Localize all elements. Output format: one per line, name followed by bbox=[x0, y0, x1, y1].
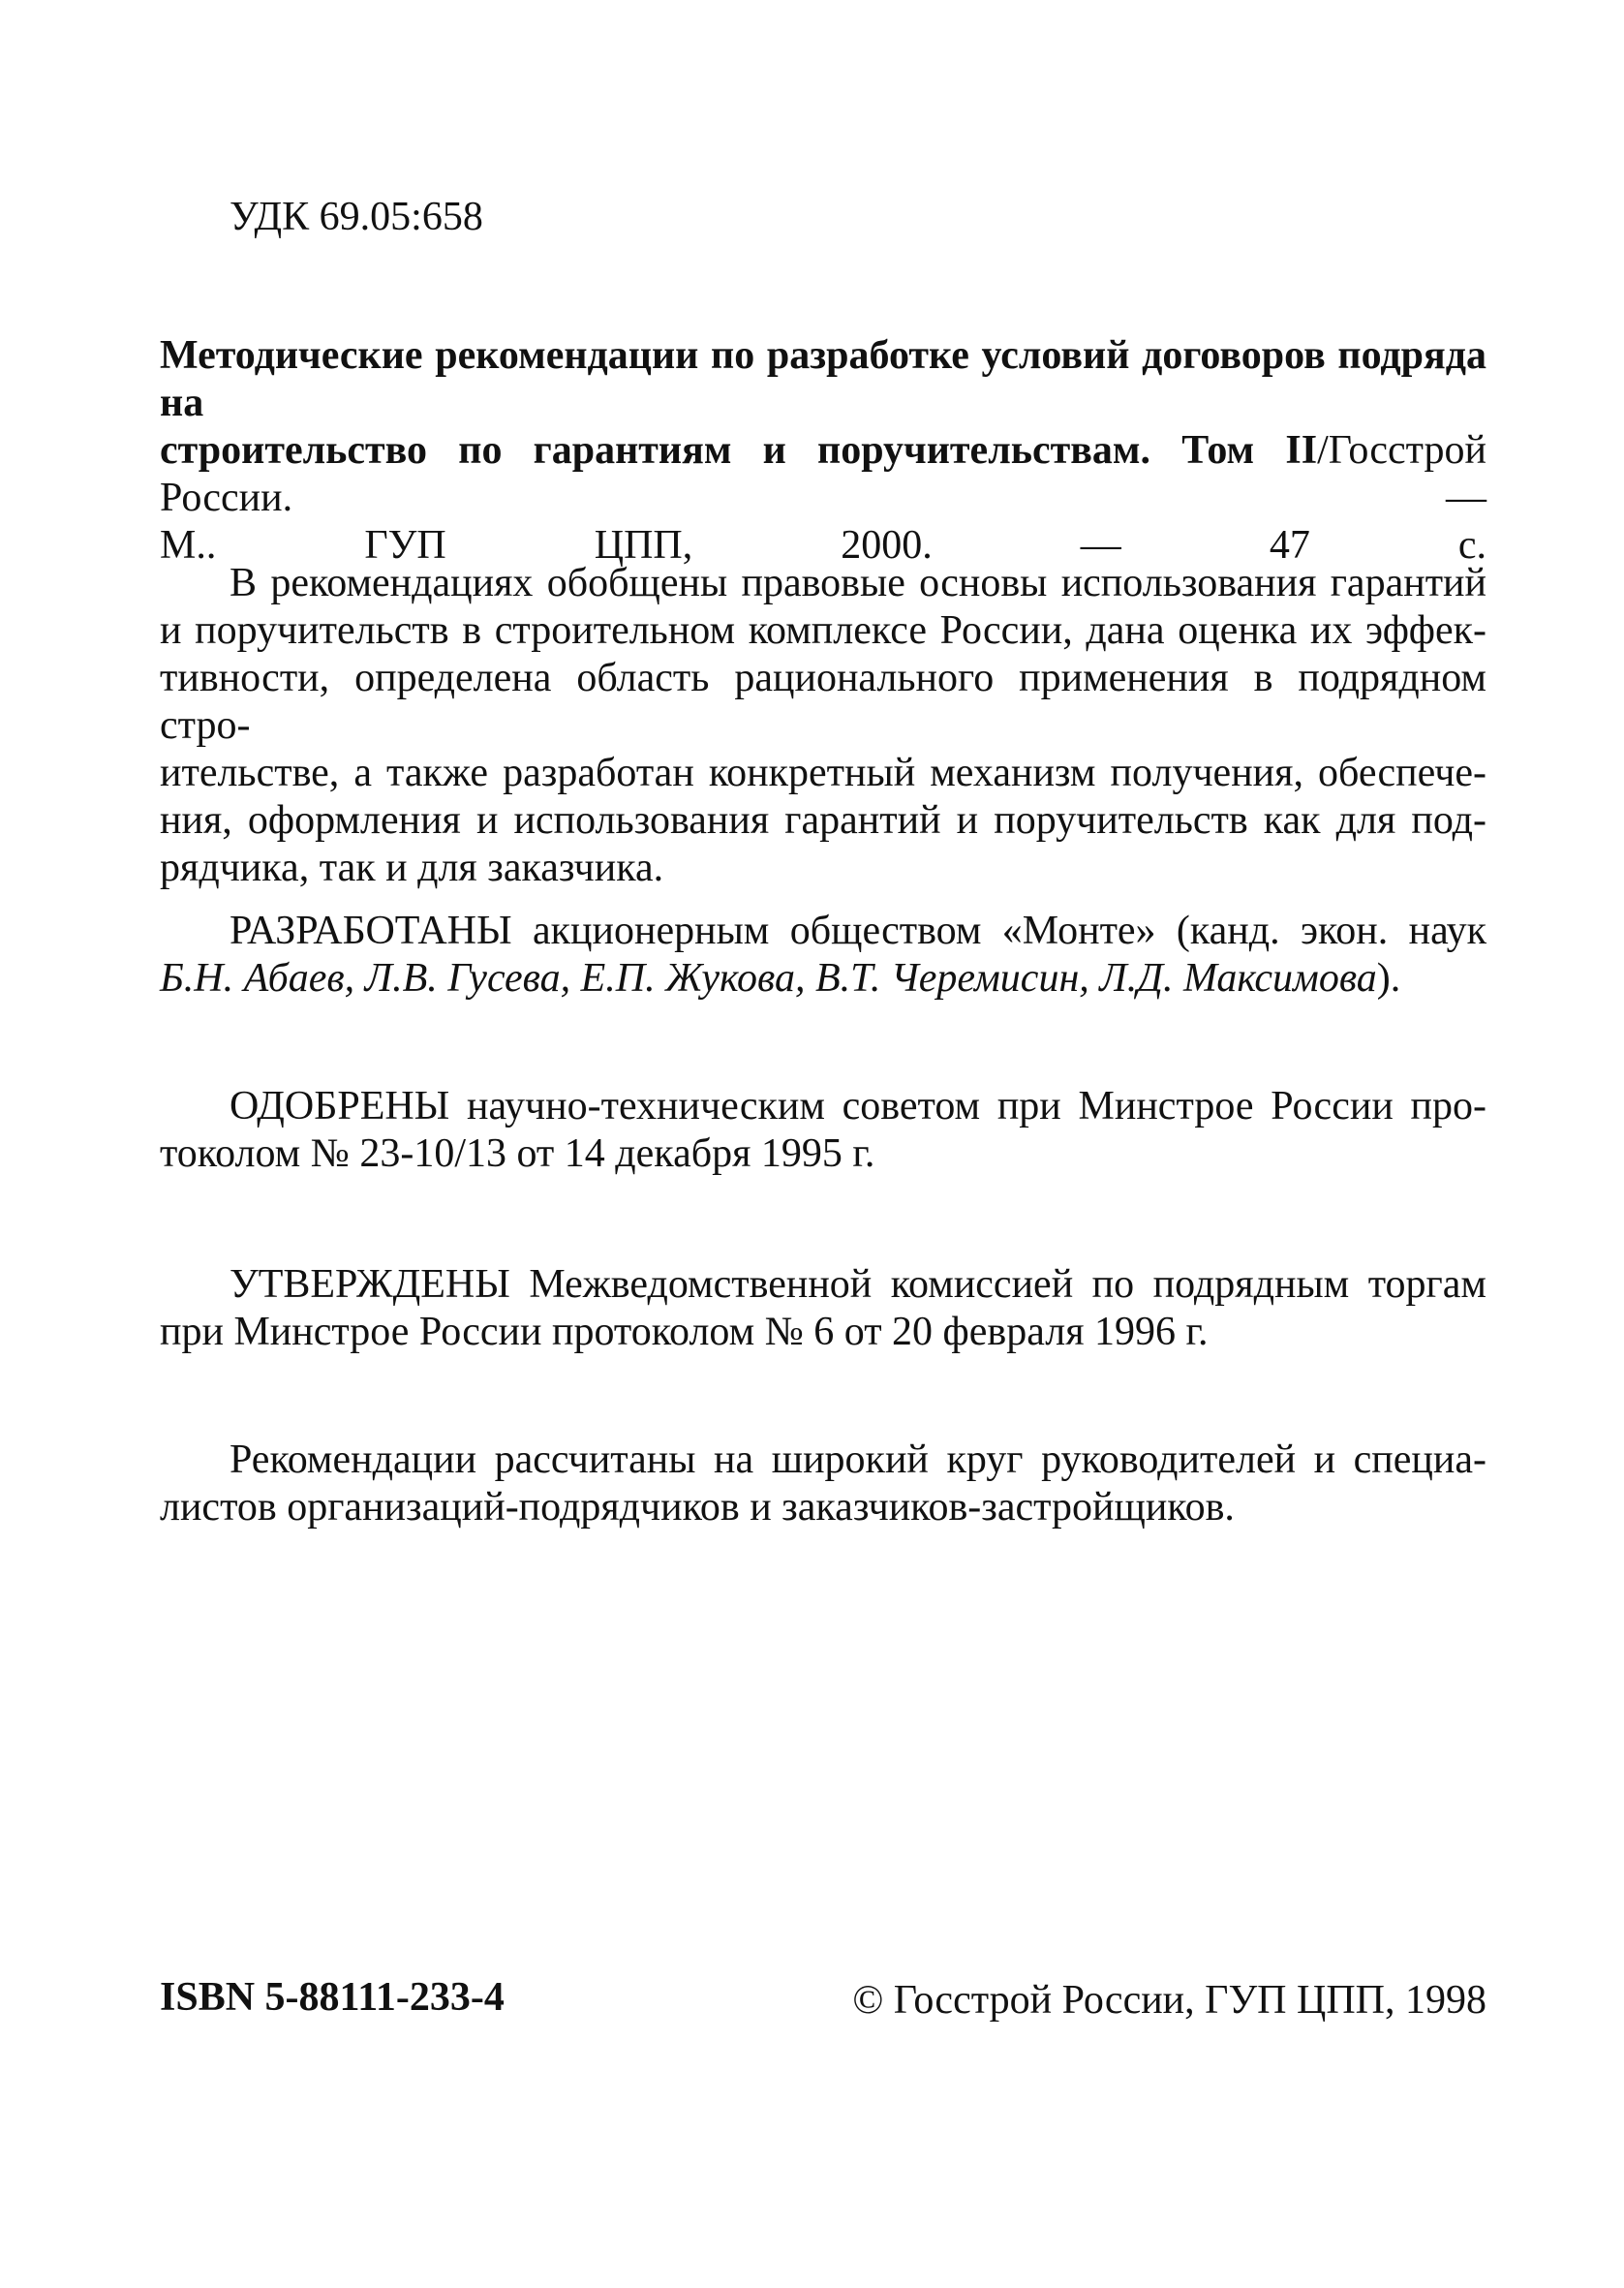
desc-line: рядчика, так и для заказчика. bbox=[160, 846, 664, 890]
confirmed-line-2: при Минстрое России протоколом № 6 от 20 февраля 1996 г. bbox=[160, 1310, 1209, 1354]
developed-keyword: РАЗРАБОТАНЫ bbox=[230, 909, 512, 953]
bib-title-bold: строительство по гарантиям и поручительствам. Том II bbox=[160, 428, 1318, 473]
desc-line: и поручительств в строительном комплексе России, дана оценка их эффек- bbox=[160, 608, 1486, 653]
developed-text: акционерным обществом «Монте» (канд. экон. наук bbox=[511, 909, 1486, 953]
developed-tail: ). bbox=[1376, 956, 1401, 1001]
bib-title-line-2 bbox=[160, 427, 1486, 522]
description-paragraph bbox=[160, 560, 1486, 892]
desc-line: В рекомендациях обобщены правовые основы использования гарантий bbox=[230, 561, 1486, 605]
copyright: © Госстрой России, ГУП ЦПП, 1998 bbox=[852, 1978, 1486, 2023]
developed-line-1 bbox=[160, 908, 1486, 955]
developed-by-paragraph bbox=[160, 908, 1486, 1003]
bib-title-line-1: Методические рекомендации по разработке условий договоров подряда на bbox=[160, 333, 1486, 425]
bib-publisher: /Госстрой России. — bbox=[160, 428, 1486, 520]
desc-line: ительстве, а также разработан конкретный механизм получения, обеспече- bbox=[160, 751, 1486, 795]
approved-paragraph bbox=[160, 1083, 1486, 1178]
approved-keyword: ОДОБРЕНЫ bbox=[230, 1084, 450, 1129]
audience-line-2: листов организаций-подрядчиков и заказчиков-застройщиков. bbox=[160, 1485, 1235, 1530]
approved-line-1 bbox=[160, 1083, 1486, 1130]
bib-imprint: М.. ГУП ЦПП, 2000. — 47 с. bbox=[160, 523, 1486, 568]
confirmed-line-1 bbox=[160, 1261, 1486, 1309]
confirmed-paragraph bbox=[160, 1261, 1486, 1356]
confirmed-keyword: УТВЕРЖДЕНЫ bbox=[230, 1262, 510, 1307]
desc-line: ния, оформления и использования гарантий и поручительств как для под- bbox=[160, 798, 1486, 843]
desc-line: тивности, определена область рационального применения в подрядном стро- bbox=[160, 656, 1486, 748]
approved-line-2: токолом № 23-10/13 от 14 декабря 1995 г. bbox=[160, 1131, 875, 1176]
developed-authors: Б.Н. Абаев, Л.В. Гусева, Е.П. Жукова, В.Т. Черемисин, Л.Д. Максимова bbox=[160, 956, 1377, 1001]
isbn: ISBN 5-88111-233-4 bbox=[160, 1975, 505, 2020]
udk-code: УДК 69.05:658 bbox=[230, 195, 483, 239]
approved-text: научно-техническим советом при Минстрое России про- bbox=[449, 1084, 1486, 1129]
audience-paragraph bbox=[160, 1437, 1486, 1531]
bibliographic-record bbox=[160, 332, 1486, 570]
audience-line-1: Рекомендации рассчитаны на широкий круг руководителей и специа- bbox=[230, 1438, 1486, 1482]
confirmed-text: Межведомственной комиссией по подрядным торгам bbox=[509, 1262, 1486, 1307]
developed-line-2 bbox=[160, 955, 1486, 1003]
